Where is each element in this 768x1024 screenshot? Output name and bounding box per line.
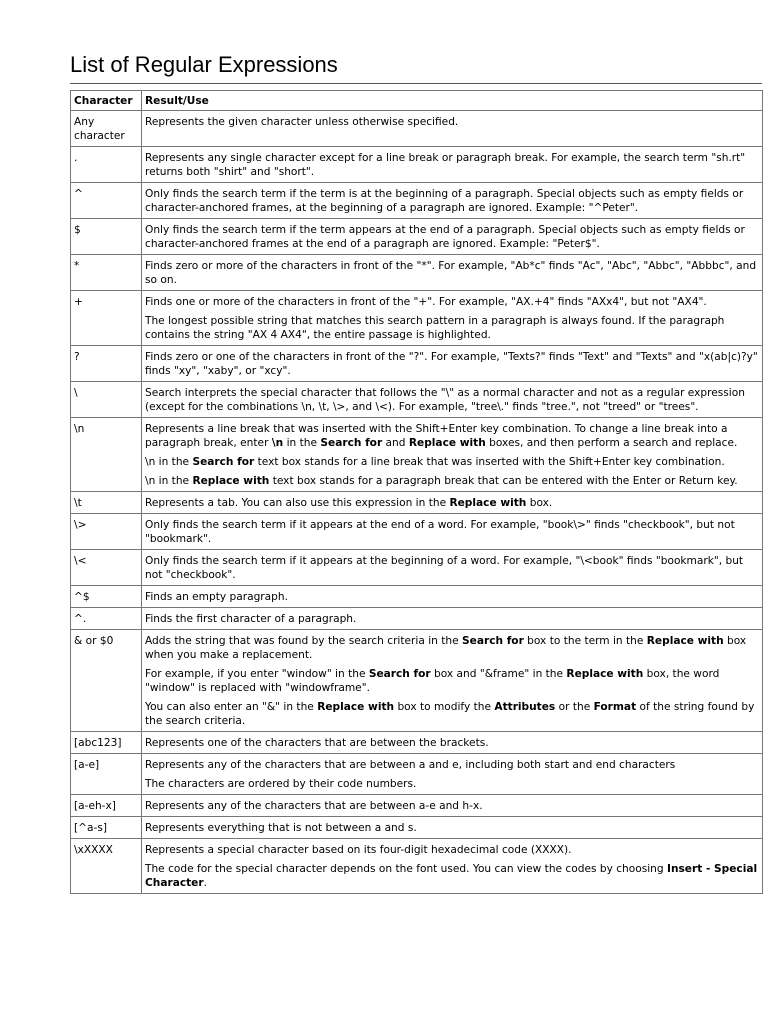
text-run: The characters are ordered by their code numbers. [145,778,417,790]
description-cell [142,514,763,550]
bold-term: Search for [320,437,383,449]
description-paragraph [145,259,760,287]
document-page [70,50,762,894]
table-row [71,550,763,586]
text-run: Represents a special character based on its four-digit hexadecimal code (XXXX). [145,844,572,856]
bold-term: \n [271,437,284,449]
description-paragraph [145,758,760,772]
description-cell [142,839,763,894]
bold-term: Search for [192,456,255,468]
description-cell [142,147,763,183]
text-run: box. [526,497,553,509]
page-title: List of Regular Expressions [70,52,338,77]
text-run: Finds one or more of the characters in front of the "+". For example, "AX.+4" finds "AXx4", but not "AX4". [145,296,707,308]
text-run: Only finds the search term if the term appears at the end of a paragraph. Special objects such as empty fields or character-anchored frames at the end of a paragraph are ignored. Example: "Peter$". [145,224,745,250]
description-paragraph [145,634,760,662]
character-cell: ^$ [71,586,142,608]
description-paragraph [145,115,760,129]
table-row [71,147,763,183]
table-row [71,492,763,514]
bold-term: Replace with [646,635,724,647]
text-run: You can also enter an "&" in the [145,701,318,713]
table-row [71,382,763,418]
character-cell: \ [71,382,142,418]
bold-term: Replace with [317,701,395,713]
description-paragraph [145,590,760,604]
description-paragraph [145,223,760,251]
description-cell [142,346,763,382]
text-run: box, the word "window" is replaced with "windowframe". [145,668,720,694]
text-run: Represents a tab. You can also use this expression in the [145,497,450,509]
description-cell [142,382,763,418]
text-run: Adds the string that was found by the search criteria in the [145,635,462,647]
text-run: Represents the given character unless otherwise specified. [145,116,459,128]
description-cell [142,795,763,817]
bold-term: Replace with [192,475,270,487]
table-row [71,732,763,754]
description-paragraph [145,799,760,813]
description-cell [142,219,763,255]
description-paragraph [145,187,760,215]
description-paragraph [145,518,760,546]
text-run: Finds an empty paragraph. [145,591,288,603]
text-run: and [382,437,409,449]
text-run: Represents a line break that was inserted with the Shift+Enter key combination. To change a line break into a paragraph break, enter [145,423,728,449]
description-paragraph [145,736,760,750]
character-cell: [abc123] [71,732,142,754]
text-run: boxes, and then perform a search and replace. [485,437,738,449]
description-paragraph [145,151,760,179]
table-row [71,754,763,795]
description-paragraph [145,386,760,414]
character-cell: . [71,147,142,183]
text-run: Represents one of the characters that are between the brackets. [145,737,489,749]
text-run: Represents everything that is not between a and s. [145,822,417,834]
header-result-use: Result/Use [142,91,763,111]
text-run: Search interprets the special character that follows the "\" as a normal character and not as a regular expression (except for the combinations \n, \t, \>, and \<). For example, "tree\." finds "tree.", not "treed" or "trees". [145,387,745,413]
description-paragraph [145,350,760,378]
text-run: text box stands for a line break that was inserted with the Shift+Enter key combination. [254,456,725,468]
description-cell [142,183,763,219]
text-run: Finds zero or more of the characters in front of the "*". For example, "Ab*c" finds "Ac", "Abc", "Abbc", "Abbbc", and so on. [145,260,757,286]
description-paragraph [145,455,760,469]
table-row [71,795,763,817]
header-character: Character [71,91,142,111]
text-run: \n in the [145,475,193,487]
bold-term: Replace with [408,437,486,449]
description-cell [142,608,763,630]
text-run: box to the term in the [523,635,647,647]
description-cell [142,630,763,732]
description-cell [142,492,763,514]
bold-term: Search for [368,668,431,680]
description-cell [142,586,763,608]
description-paragraph [145,862,760,890]
character-cell: & or $0 [71,630,142,732]
character-cell: \< [71,550,142,586]
description-paragraph [145,314,760,342]
bold-term: Replace with [566,668,644,680]
description-cell [142,418,763,492]
table-body [71,111,763,894]
table-row [71,255,763,291]
description-cell [142,754,763,795]
text-run: Represents any of the characters that are between a-e and h-x. [145,800,483,812]
character-cell: * [71,255,142,291]
table-row [71,418,763,492]
table-row [71,608,763,630]
text-run: or the [555,701,594,713]
text-run: \n in the [145,456,193,468]
text-run: Only finds the search term if it appears at the end of a word. For example, "book\>" finds "checkbook", but not "bookmark". [145,519,735,545]
description-cell [142,817,763,839]
table-row [71,630,763,732]
character-cell: [a-e] [71,754,142,795]
description-paragraph [145,422,760,450]
character-cell: + [71,291,142,346]
table-row [71,111,763,147]
text-run: The longest possible string that matches this search pattern in a paragraph is always found. If the paragraph contains the string "AX 4 AX4", the entire passage is highlighted. [145,315,725,341]
table-row [71,839,763,894]
text-run: Finds zero or one of the characters in front of the "?". For example, "Texts?" finds "Text" and "Texts" and "x(ab|c)?y" finds "xy", "xaby", or "xcy". [145,351,758,377]
character-cell: ? [71,346,142,382]
description-cell [142,732,763,754]
description-cell [142,550,763,586]
description-paragraph [145,843,760,857]
character-cell: ^ [71,183,142,219]
table-row [71,291,763,346]
text-run: in the [283,437,321,449]
text-run: box and "&frame" in the [430,668,567,680]
table-row [71,346,763,382]
text-run: Represents any of the characters that are between a and e, including both start and end characters [145,759,676,771]
character-cell: [a-eh-x] [71,795,142,817]
table-row [71,817,763,839]
bold-term: Search for [462,635,524,647]
bold-term: Attributes [494,701,556,713]
text-run: Finds the first character of a paragraph. [145,613,357,625]
character-cell: Any character [71,111,142,147]
title-underline [70,83,762,84]
description-paragraph [145,474,760,488]
text-run: text box stands for a paragraph break that can be entered with the Enter or Return key. [269,475,738,487]
description-paragraph [145,667,760,695]
table-header-row [71,91,763,111]
description-paragraph [145,295,760,309]
bold-term: Format [593,701,637,713]
bold-term: Replace with [449,497,527,509]
character-cell: ^. [71,608,142,630]
text-run: Represents any single character except for a line break or paragraph break. For example, the search term "sh.rt" returns both "shirt" and "short". [145,152,746,178]
regex-table [70,90,763,894]
description-paragraph [145,496,760,510]
text-run: Only finds the search term if it appears at the beginning of a word. For example, "\<book" finds "bookmark", but not "checkbook". [145,555,744,581]
text-run: For example, if you enter "window" in the [145,668,369,680]
character-cell: $ [71,219,142,255]
character-cell: \n [71,418,142,492]
table-row [71,219,763,255]
description-cell [142,111,763,147]
text-run: of the string found by the search criteria. [145,701,755,727]
table-row [71,514,763,550]
description-paragraph [145,777,760,791]
character-cell: [^a-s] [71,817,142,839]
description-cell [142,255,763,291]
character-cell: \> [71,514,142,550]
text-run: . [203,877,207,889]
character-cell: \xXXXX [71,839,142,894]
character-cell: \t [71,492,142,514]
description-paragraph [145,821,760,835]
description-paragraph [145,612,760,626]
description-paragraph [145,554,760,582]
table-row [71,586,763,608]
description-cell [142,291,763,346]
bold-term: Insert - Special Character [145,863,758,889]
table-row [71,183,763,219]
text-run: The code for the special character depends on the font used. You can view the codes by choosing [145,863,667,875]
text-run: box to modify the [394,701,495,713]
text-run: Only finds the search term if the term is at the beginning of a paragraph. Special objects such as empty fields or character-anchored frames, at the beginning of a paragraph are ignored. Example: "^Peter". [145,188,744,214]
description-paragraph [145,700,760,728]
text-run: box when you make a replacement. [145,635,747,661]
